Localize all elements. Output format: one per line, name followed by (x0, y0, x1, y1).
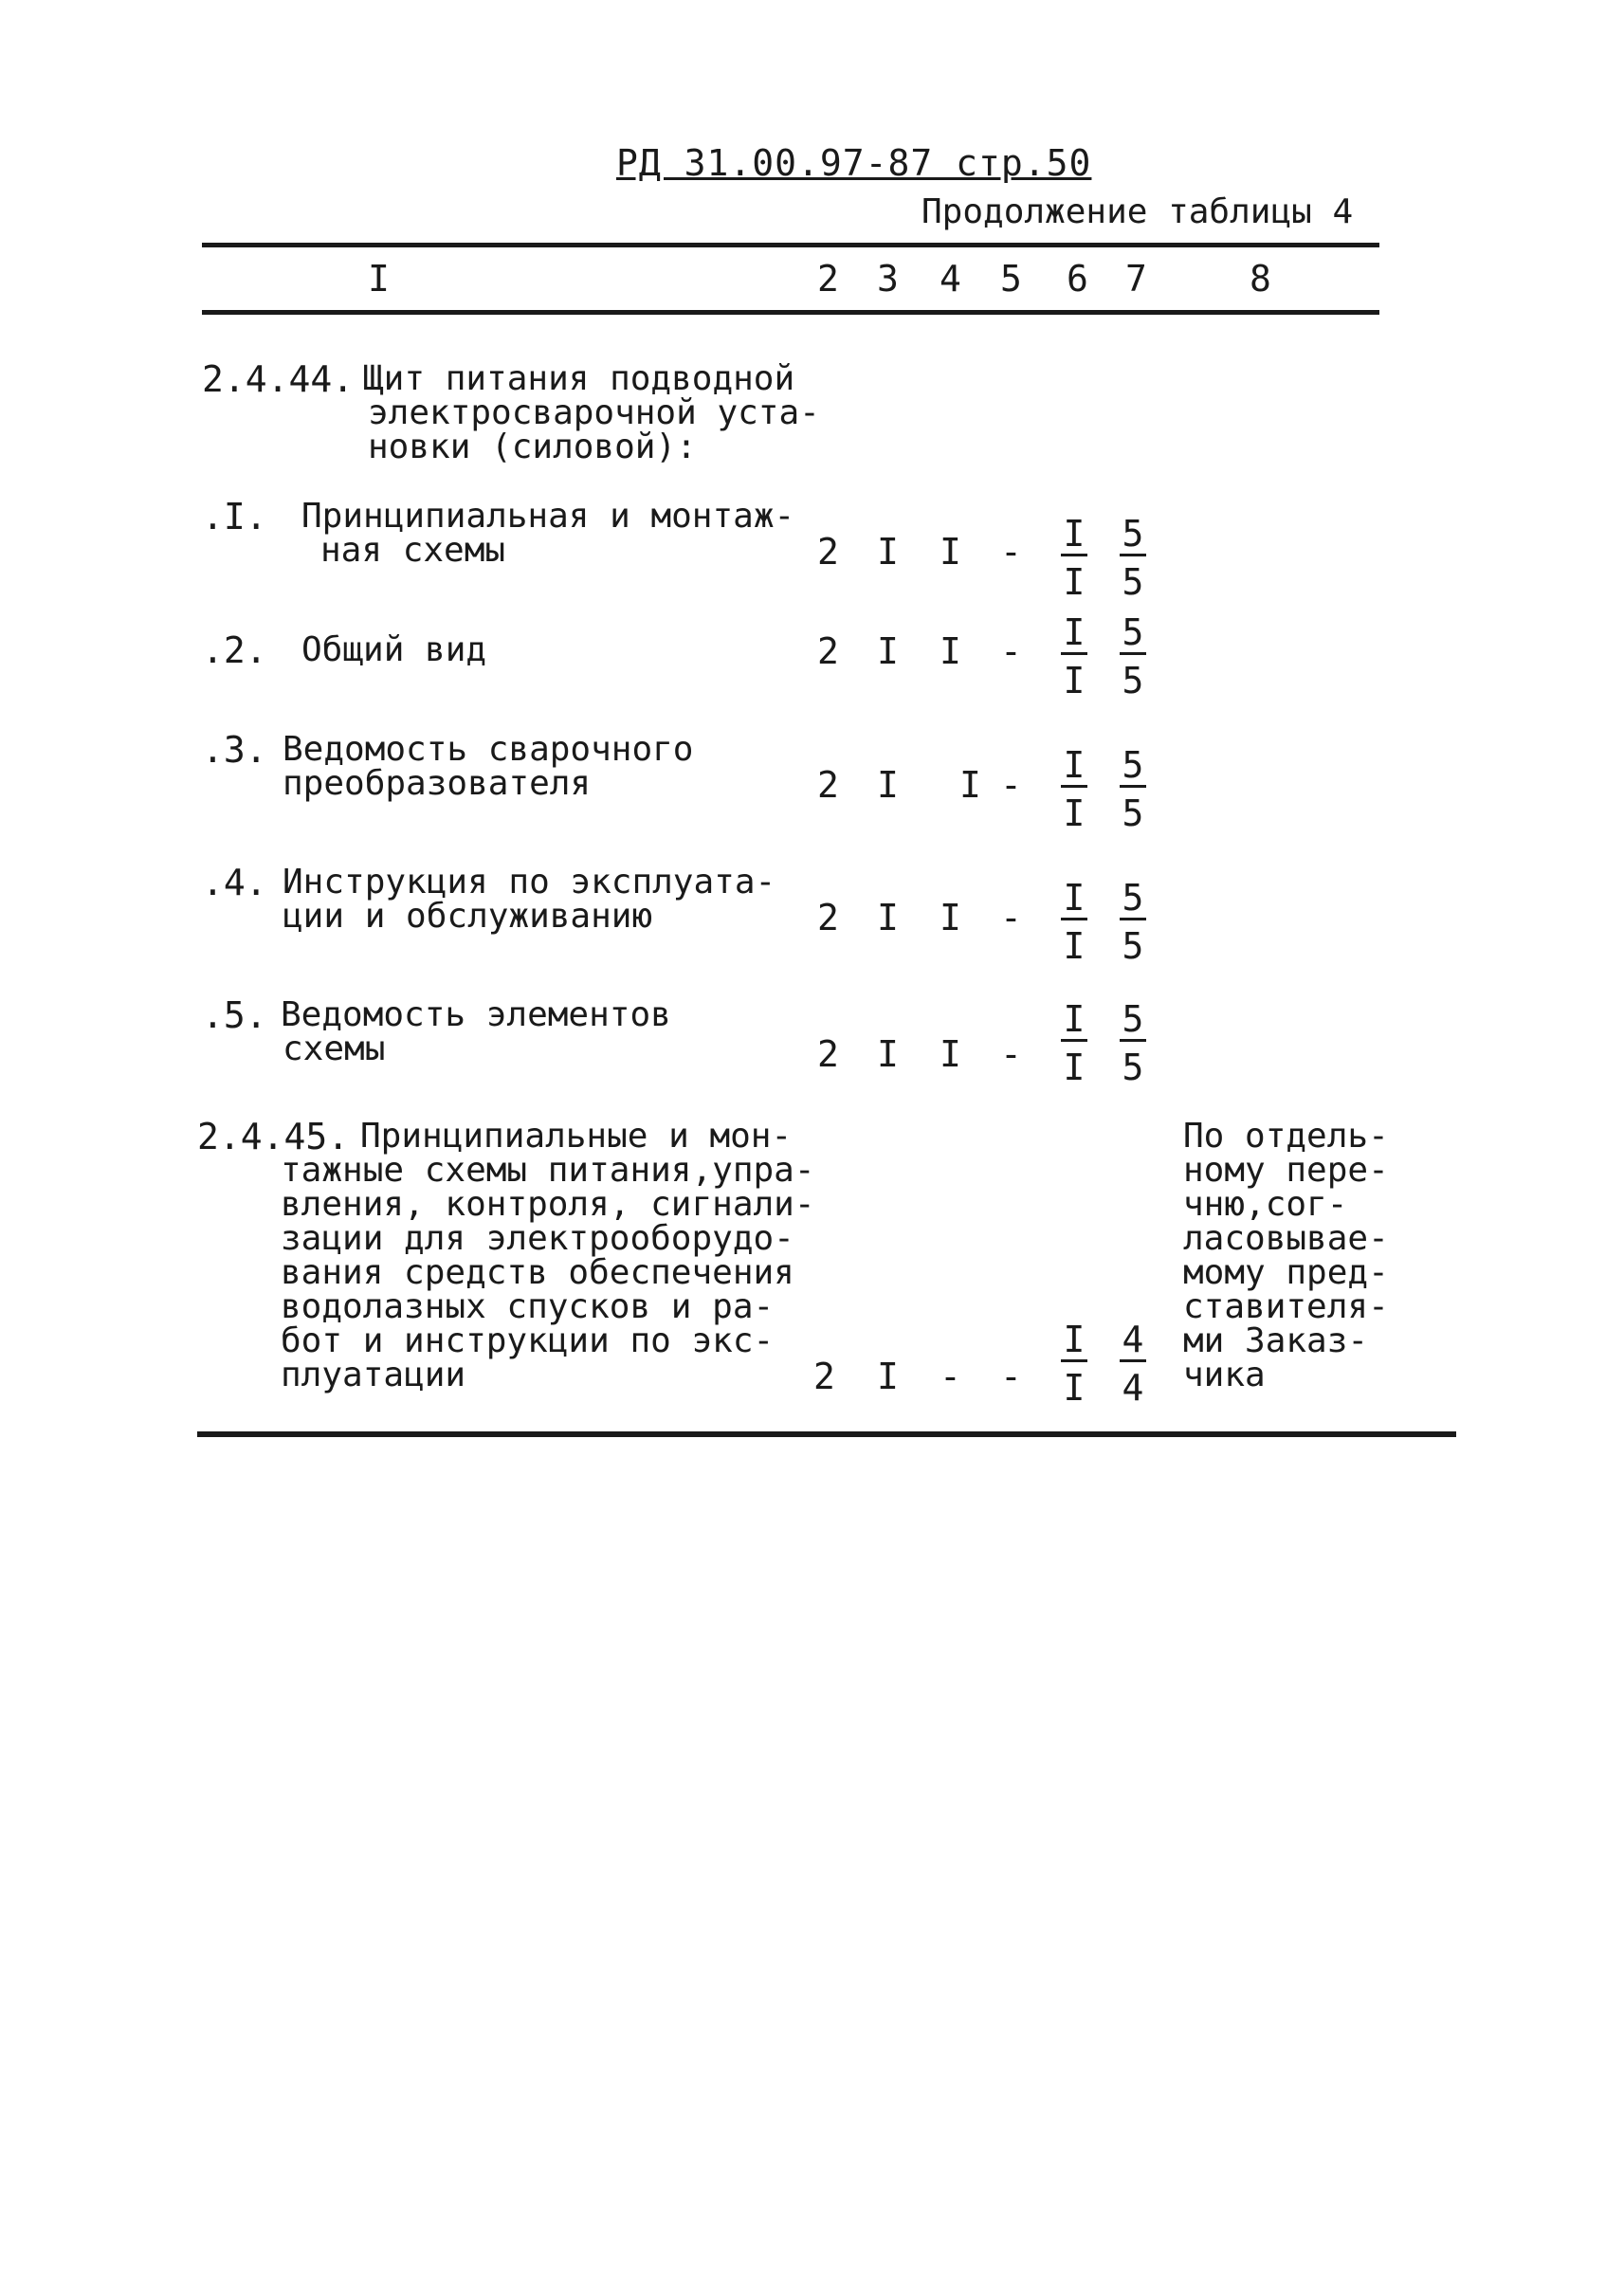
fraction-numerator: I (1061, 516, 1087, 556)
item-number: .2. (202, 629, 267, 671)
note-line: чика (1183, 1356, 1266, 1394)
fraction-numerator: 5 (1120, 747, 1146, 788)
group-number-2-4-45: 2.4.45. (197, 1116, 350, 1157)
fraction-denominator: I (1063, 1367, 1086, 1409)
cell-col6-fraction (1055, 998, 1093, 1088)
fraction-denominator: 5 (1122, 1047, 1144, 1088)
note-line: чню,сог- (1183, 1185, 1348, 1224)
fraction-numerator: I (1061, 880, 1087, 920)
fraction-denominator: I (1063, 925, 1086, 967)
cell-col4: I (940, 897, 961, 938)
cell-col6-fraction (1055, 513, 1093, 603)
table-top-rule (202, 243, 1379, 247)
group-number-2-4-44: 2.4.44. (202, 358, 355, 400)
cell-col2: 2 (817, 1033, 839, 1075)
fraction-numerator: 5 (1120, 614, 1146, 655)
item-title-line: Инструкция по эксплуата- (283, 863, 776, 902)
cell-col4: I (959, 764, 981, 806)
column-header-8: 8 (1250, 258, 1271, 300)
fraction-numerator: 5 (1120, 1001, 1146, 1042)
group-title-line: Принципиальные и мон- (360, 1117, 793, 1156)
cell-col2: 2 (817, 630, 839, 672)
cell-col3: I (877, 630, 899, 672)
cell-col5: - (1000, 531, 1022, 573)
fraction-denominator: 4 (1122, 1367, 1144, 1409)
note-line: ставителя- (1183, 1287, 1389, 1326)
cell-col4: I (940, 1033, 961, 1075)
cell-col5: - (1000, 1033, 1022, 1075)
fraction-denominator: I (1063, 792, 1086, 834)
group-title-line-3: новки (силовой): (368, 428, 697, 466)
cell-col3: I (877, 1356, 899, 1397)
fraction-denominator: I (1063, 561, 1086, 603)
cell-col7-fraction (1114, 744, 1152, 834)
cell-col5: - (1000, 764, 1022, 806)
document-code: РД 31.00.97-87 стр.50 (616, 142, 1092, 184)
item-title-line: схемы (283, 1029, 386, 1068)
table-bottom-rule (197, 1431, 1456, 1437)
fraction-denominator: 5 (1122, 925, 1144, 967)
table-continuation-label: Продолжение таблицы 4 (921, 192, 1354, 231)
note-line: мому пред- (1183, 1253, 1389, 1292)
note-line: ному пере- (1183, 1151, 1389, 1190)
item-title-line: преобразователя (283, 764, 592, 803)
item-number: .4. (202, 862, 267, 903)
fraction-numerator: I (1061, 614, 1087, 655)
cell-col6-fraction (1055, 611, 1093, 701)
fraction-denominator: I (1063, 1047, 1086, 1088)
cell-col4: - (940, 1356, 961, 1397)
cell-col4: I (940, 531, 961, 573)
item-title-line: Общий вид (301, 630, 487, 669)
note-line: По отдель- (1183, 1117, 1389, 1156)
cell-col3: I (877, 1033, 899, 1075)
cell-col2: 2 (813, 1356, 835, 1397)
fraction-numerator: 4 (1120, 1321, 1146, 1362)
group-title-line: водолазных спусков и ра- (281, 1287, 775, 1326)
group-title-line-2: электросварочной уста- (368, 393, 820, 432)
item-number: .3. (202, 729, 267, 771)
cell-col7-fraction (1114, 877, 1152, 967)
column-header-7: 7 (1125, 258, 1147, 300)
fraction-numerator: I (1061, 1321, 1087, 1362)
group-title-line: вания средств обеспечения (281, 1253, 794, 1292)
group-title-line: вления, контроля, сигнали- (281, 1185, 815, 1224)
cell-col7-fraction (1114, 1319, 1152, 1409)
cell-col4: I (940, 630, 961, 672)
item-title-line: Ведомость сварочного (283, 730, 694, 769)
cell-col5: - (1000, 897, 1022, 938)
cell-col2: 2 (817, 764, 839, 806)
note-line: ласовывае- (1183, 1219, 1389, 1258)
group-title-line-1: Щит питания подводной (363, 359, 795, 398)
cell-col6-fraction (1055, 1319, 1093, 1409)
fraction-numerator: I (1061, 1001, 1087, 1042)
cell-col6-fraction (1055, 744, 1093, 834)
fraction-denominator: 5 (1122, 660, 1144, 701)
fraction-numerator: I (1061, 747, 1087, 788)
column-header-3: 3 (877, 258, 899, 300)
column-header-6: 6 (1067, 258, 1088, 300)
fraction-denominator: 5 (1122, 561, 1144, 603)
column-header-5: 5 (1000, 258, 1022, 300)
fraction-numerator: 5 (1120, 880, 1146, 920)
header-bottom-rule (202, 310, 1379, 315)
note-line: ми Заказ- (1183, 1321, 1369, 1360)
column-header-4: 4 (940, 258, 961, 300)
cell-col5: - (1000, 1356, 1022, 1397)
group-title-line: зации для электрооборудо- (281, 1219, 794, 1258)
cell-col7-fraction (1114, 513, 1152, 603)
cell-col7-fraction (1114, 998, 1152, 1088)
fraction-denominator: I (1063, 660, 1086, 701)
item-title-line: Ведомость элементов (281, 995, 671, 1034)
item-number: .5. (202, 994, 267, 1036)
cell-col3: I (877, 764, 899, 806)
column-header-1: I (368, 258, 390, 300)
cell-col2: 2 (817, 531, 839, 573)
cell-col6-fraction (1055, 877, 1093, 967)
item-title-line: Принципиальная и монтаж- (301, 497, 795, 536)
cell-col2: 2 (817, 897, 839, 938)
fraction-numerator: 5 (1120, 516, 1146, 556)
group-title-line: плуатации (281, 1356, 466, 1394)
column-header-2: 2 (817, 258, 839, 300)
group-title-line: бот и инструкции по экс- (281, 1321, 775, 1360)
cell-col5: - (1000, 630, 1022, 672)
cell-col7-fraction (1114, 611, 1152, 701)
cell-col3: I (877, 897, 899, 938)
cell-col3: I (877, 531, 899, 573)
item-title-line: ции и обслуживанию (283, 897, 653, 936)
item-number: .I. (202, 496, 267, 537)
item-title-line: ная схемы (320, 531, 506, 570)
fraction-denominator: 5 (1122, 792, 1144, 834)
group-title-line: тажные схемы питания,упра- (281, 1151, 815, 1190)
